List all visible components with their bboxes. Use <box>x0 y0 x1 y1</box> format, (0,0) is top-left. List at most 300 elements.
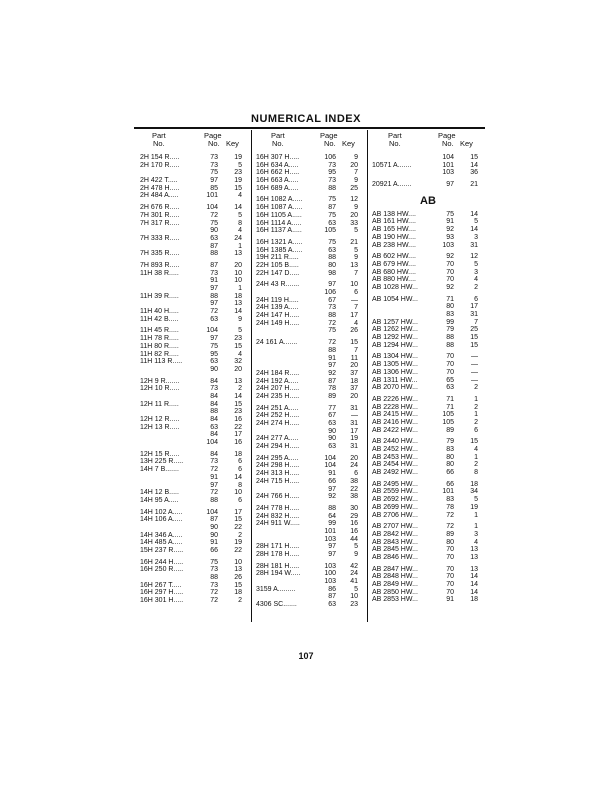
key-cell: 2 <box>474 418 478 426</box>
key-cell: 19 <box>234 154 242 161</box>
key-cell: 13 <box>234 300 242 308</box>
index-entry <box>256 247 364 255</box>
page-number-cell: 66 <box>446 480 454 488</box>
part-number: 14H 106 A..... <box>140 516 183 524</box>
part-number: 24H 251 A..... <box>256 404 299 412</box>
part-number: 24H 274 H..... <box>256 420 300 427</box>
part-number: 24H 766 H..... <box>256 493 300 501</box>
index-entry <box>140 408 248 416</box>
part-number: AB 2070 HW... <box>372 384 418 392</box>
part-number: AB 2848 HW... <box>372 573 418 581</box>
part-number: AB 2559 HW... <box>372 488 418 496</box>
index-entry <box>256 412 364 420</box>
key-cell: 1 <box>238 285 242 292</box>
index-entry <box>256 385 364 393</box>
page-number-cell: 70 <box>446 260 454 268</box>
part-number: AB 2847 HW... <box>372 565 418 573</box>
index-entry <box>372 311 484 319</box>
page-number-cell: 104 <box>324 462 336 470</box>
page-number-cell: 67 <box>328 296 336 304</box>
index-entry <box>372 427 484 435</box>
index-entry <box>140 358 248 366</box>
index-entry <box>140 250 248 258</box>
key-cell: 34 <box>470 488 478 496</box>
page-number-cell: 88 <box>210 292 218 300</box>
key-cell: 17 <box>234 508 242 516</box>
index-entry <box>140 235 248 243</box>
key-cell: 33 <box>350 219 358 227</box>
page-number-cell: 78 <box>328 385 336 393</box>
key-cell: 3 <box>474 268 478 276</box>
part-number: 16H 244 H..... <box>140 558 184 566</box>
page-number-cell: 71 <box>446 403 454 411</box>
page-number-cell: 103 <box>442 169 454 177</box>
page-number-cell: 92 <box>446 253 454 261</box>
key-cell: 2 <box>474 403 478 411</box>
index-entry <box>256 320 364 328</box>
part-number: 16H 1105 A..... <box>256 211 302 219</box>
part-number: 7H 335 R..... <box>140 250 180 258</box>
index-entry <box>372 384 484 392</box>
index-entry <box>372 566 484 574</box>
page-number-cell: 72 <box>446 523 454 531</box>
index-entry <box>140 547 248 555</box>
index-entry <box>372 334 484 342</box>
page-number-cell: 70 <box>446 573 454 581</box>
part-number: 24H 139 A..... <box>256 304 299 312</box>
page-number-cell: 63 <box>328 219 336 227</box>
header-part: Part <box>271 131 285 140</box>
key-cell: 4 <box>474 538 478 546</box>
key-cell: 31 <box>470 241 478 249</box>
key-cell: 38 <box>350 477 358 485</box>
key-cell: 5 <box>354 227 358 235</box>
part-number: AB 1294 HW... <box>372 341 418 349</box>
part-number: 16H 1321 A..... <box>256 238 303 246</box>
index-entry <box>256 270 364 278</box>
part-number: AB 2226 HW... <box>372 395 418 403</box>
page-number-cell: 70 <box>446 581 454 588</box>
page-number-cell: 106 <box>324 154 336 161</box>
page-number-cell: 97 <box>328 551 336 558</box>
part-number: 24H 313 H..... <box>256 470 300 478</box>
index-entry <box>256 289 364 297</box>
index-entry <box>372 284 484 292</box>
part-number: 14H 346 A..... <box>140 531 183 539</box>
key-cell: 22 <box>350 485 358 493</box>
index-entry <box>140 458 248 466</box>
key-cell: 10 <box>350 281 358 289</box>
part-number: 28H 181 H..... <box>256 562 300 570</box>
index-entry <box>372 181 484 189</box>
index-entry <box>372 419 484 427</box>
key-cell: 9 <box>354 254 358 262</box>
part-number: AB 1292 HW... <box>372 334 418 342</box>
index-entry <box>140 327 248 335</box>
key-cell: 10 <box>350 593 358 601</box>
part-number: 16H 301 H..... <box>140 597 184 605</box>
page-number-cell: 90 <box>328 435 336 443</box>
index-entry <box>372 276 484 284</box>
key-cell: 13 <box>234 377 242 385</box>
part-number: 15H 237 R..... <box>140 547 184 554</box>
page-number-cell: 66 <box>210 547 218 554</box>
key-cell: — <box>471 368 478 376</box>
index-entry <box>372 154 484 162</box>
page-number-cell: 73 <box>328 177 336 185</box>
page-number-cell: 75 <box>328 211 336 219</box>
page-number-cell: 63 <box>328 246 336 254</box>
part-number: 12H 15 R..... <box>140 450 180 458</box>
page-number-cell: 83 <box>446 446 454 453</box>
page-number-cell: 88 <box>446 341 454 349</box>
part-number: 7H 333 R..... <box>140 234 180 242</box>
page-number-cell: 72 <box>210 489 218 497</box>
index-entry <box>140 489 248 497</box>
page-number-cell: 72 <box>210 308 218 316</box>
key-cell: 9 <box>354 204 358 212</box>
index-entry <box>140 559 248 567</box>
page-number-cell: 88 <box>328 184 336 192</box>
page-number-cell: 91 <box>328 470 336 478</box>
page-number-cell: 87 <box>210 242 218 250</box>
page-number-cell: 70 <box>446 268 454 276</box>
key-cell: — <box>471 376 478 384</box>
page-number-cell: 87 <box>210 516 218 524</box>
page-number-cell: 104 <box>442 154 454 161</box>
index-entry <box>372 596 484 604</box>
page-number-cell: 83 <box>446 311 454 318</box>
key-cell: 6 <box>474 295 478 303</box>
part-number: 11H 80 R..... <box>140 342 179 350</box>
key-cell: 14 <box>470 588 478 596</box>
page-number-cell: 65 <box>446 376 454 384</box>
key-cell: 15 <box>350 339 358 347</box>
part-number: 14H 12 B..... <box>140 489 179 497</box>
key-cell: 15 <box>234 581 242 589</box>
key-cell: 6 <box>238 458 242 466</box>
key-cell: 20 <box>350 161 358 169</box>
index-entry <box>256 455 364 463</box>
key-cell: 31 <box>470 311 478 318</box>
page-number-cell: 105 <box>442 411 454 419</box>
index-entry <box>256 177 364 185</box>
index-entry <box>256 528 364 536</box>
key-cell: 5 <box>238 327 242 335</box>
index-entry <box>256 239 364 247</box>
page-number-cell: 73 <box>328 161 336 169</box>
page-number-cell: 75 <box>210 219 218 227</box>
key-cell: 14 <box>234 392 242 400</box>
page-number-cell: 75 <box>328 238 336 246</box>
part-number: 24H 184 R..... <box>256 369 300 377</box>
page-number-cell: 72 <box>210 211 218 219</box>
page-number-cell: 104 <box>206 204 218 212</box>
part-number: 2H 422 T..... <box>140 177 178 185</box>
page-number-cell: 75 <box>210 558 218 566</box>
index-entry <box>140 597 248 605</box>
key-cell: 9 <box>354 177 358 185</box>
key-cell: 5 <box>474 496 478 504</box>
column-divider <box>367 130 368 622</box>
key-cell: 13 <box>470 546 478 554</box>
index-entry <box>372 554 484 562</box>
part-number: 16H 297 H..... <box>140 589 184 597</box>
page-number-cell: 97 <box>328 281 336 289</box>
index-entry <box>140 574 248 582</box>
part-number: 2H 676 R..... <box>140 204 180 212</box>
key-cell: 7 <box>354 304 358 312</box>
index-entry <box>140 335 248 343</box>
key-cell: 18 <box>470 596 478 604</box>
part-number: 12H 10 R..... <box>140 385 180 393</box>
page-number-cell: 88 <box>328 504 336 512</box>
part-number: AB 680 HW.... <box>372 268 416 276</box>
part-number: 24H 149 H..... <box>256 319 300 327</box>
index-entry <box>140 285 248 293</box>
part-number: 24H 147 H..... <box>256 312 300 320</box>
part-number: 20921 A....... <box>372 181 412 189</box>
page-number-cell: 84 <box>210 416 218 423</box>
page-number-cell: 89 <box>446 530 454 538</box>
page-number-cell: 95 <box>328 169 336 177</box>
page-number-cell: 84 <box>210 431 218 439</box>
page-number-cell: 80 <box>446 538 454 546</box>
page-number-cell: 72 <box>210 466 218 474</box>
key-cell: 14 <box>470 581 478 588</box>
page-number-cell: 70 <box>446 368 454 376</box>
part-number: 3159 A......... <box>256 585 296 593</box>
key-cell: — <box>351 296 358 304</box>
header-no: No. <box>272 139 284 148</box>
index-entry <box>256 486 364 494</box>
part-number: AB 2850 HW... <box>372 588 418 596</box>
index-entry <box>140 509 248 517</box>
page-number-cell: 91 <box>446 596 454 604</box>
header-page: Page <box>320 131 338 140</box>
part-number: 16H 1385 A..... <box>256 246 303 254</box>
key-cell: 14 <box>234 308 242 316</box>
key-cell: 2 <box>238 531 242 539</box>
index-entry <box>256 162 364 170</box>
key-cell: 2 <box>474 461 478 469</box>
index-entry <box>140 169 248 177</box>
key-cell: 16 <box>234 416 242 423</box>
page-number-cell: 72 <box>328 339 336 347</box>
index-entry <box>256 520 364 528</box>
index-entry <box>372 454 484 462</box>
index-entry <box>256 462 364 470</box>
index-entry <box>372 589 484 597</box>
part-number: AB 602 HW.... <box>372 253 416 261</box>
index-entry <box>372 261 484 269</box>
part-number: AB 2440 HW... <box>372 438 418 446</box>
key-cell: 13 <box>350 261 358 269</box>
part-number: 16H 1082 A..... <box>256 196 303 204</box>
index-entry <box>140 532 248 540</box>
page-number-cell: 75 <box>446 210 454 218</box>
index-entry <box>140 177 248 185</box>
page-number-cell: 75 <box>210 169 218 177</box>
key-cell: 21 <box>350 238 358 246</box>
part-number: 11H 39 R..... <box>140 292 179 300</box>
page-number-cell: 103 <box>324 578 336 586</box>
page-number-cell: 88 <box>328 254 336 262</box>
part-number: 24H 298 H..... <box>256 462 300 470</box>
page-number-cell: 70 <box>446 546 454 554</box>
index-entry <box>140 220 248 228</box>
part-number: AB 2415 HW... <box>372 411 418 419</box>
index-entry <box>140 393 248 401</box>
index-entry <box>140 524 248 532</box>
page-number-cell: 101 <box>442 161 454 169</box>
index-entry <box>140 539 248 547</box>
index-entry <box>140 516 248 524</box>
page-number-cell: 67 <box>328 412 336 420</box>
index-entry <box>372 303 484 311</box>
part-number: 11H 42 B..... <box>140 315 179 323</box>
part-number: 24H 778 H..... <box>256 504 300 512</box>
key-cell: 6 <box>354 470 358 478</box>
index-entry <box>372 162 484 170</box>
part-number: AB 880 HW.... <box>372 276 416 284</box>
key-cell: 7 <box>354 169 358 177</box>
page-number-cell: 63 <box>210 315 218 323</box>
part-number: AB 165 HW.... <box>372 226 416 234</box>
page-number-cell: 70 <box>446 276 454 284</box>
index-entry <box>256 304 364 312</box>
part-number: 16H 307 H..... <box>256 154 300 161</box>
part-number: 12H 11 R..... <box>140 400 179 408</box>
index-entry <box>140 308 248 316</box>
page-number-cell: 97 <box>210 285 218 292</box>
key-cell: 23 <box>234 335 242 343</box>
key-cell: 23 <box>350 601 358 609</box>
index-column-2 <box>256 132 364 622</box>
page-number-cell: 63 <box>446 384 454 392</box>
index-entry <box>256 262 364 270</box>
part-number: AB 1028 HW... <box>372 283 418 291</box>
page-number-cell: 97 <box>210 177 218 185</box>
page-number-cell: 63 <box>210 423 218 431</box>
index-entry <box>372 539 484 547</box>
page-number-cell: 84 <box>210 392 218 400</box>
key-cell: — <box>471 353 478 361</box>
part-number: 24H 192 A..... <box>256 377 299 385</box>
index-entry <box>256 570 364 578</box>
page-number-cell: 90 <box>328 427 336 435</box>
part-number: 11H 45 R..... <box>140 327 179 335</box>
key-cell: 11 <box>350 354 358 362</box>
part-number: 16H 267 T..... <box>140 581 182 589</box>
key-cell: 36 <box>470 169 478 177</box>
index-entry <box>372 353 484 361</box>
part-number: 24H 119 H..... <box>256 296 299 304</box>
index-entry <box>140 582 248 590</box>
part-number: 28H 178 H..... <box>256 551 300 558</box>
part-number: 11H 78 R..... <box>140 335 179 343</box>
key-cell: 5 <box>354 246 358 254</box>
index-entry <box>256 204 364 212</box>
page-number-cell: 92 <box>446 226 454 234</box>
key-cell: 16 <box>350 520 358 528</box>
key-cell: 22 <box>234 423 242 431</box>
index-entry <box>372 169 484 177</box>
key-cell: 14 <box>470 161 478 169</box>
index-entry <box>372 242 484 250</box>
index-entry <box>372 404 484 412</box>
page-number-cell: 75 <box>328 196 336 204</box>
index-entry <box>372 469 484 477</box>
index-entry <box>256 563 364 571</box>
page-number-cell: 103 <box>324 535 336 543</box>
page-number-cell: 90 <box>210 227 218 235</box>
column-divider <box>251 130 252 622</box>
index-entry <box>140 185 248 193</box>
index-entry <box>140 401 248 409</box>
page-number-cell: 100 <box>324 570 336 578</box>
page-number-cell: 73 <box>210 566 218 574</box>
page-number-cell: 103 <box>442 241 454 249</box>
page-number-cell: 91 <box>210 277 218 285</box>
part-number: AB 679 HW.... <box>372 260 416 268</box>
header-key: Key <box>460 139 473 148</box>
part-number: AB 1262 HW... <box>372 326 418 334</box>
key-cell: 1 <box>474 453 478 461</box>
page-number-cell: 85 <box>210 184 218 192</box>
key-cell: 9 <box>354 551 358 558</box>
page-number-cell: 87 <box>328 593 336 601</box>
part-number: 24H 277 A..... <box>256 435 299 443</box>
key-cell: 24 <box>350 570 358 578</box>
header-page: Page <box>204 131 222 140</box>
page-number-cell: 99 <box>446 318 454 326</box>
key-cell: 5 <box>238 161 242 169</box>
key-cell: 5 <box>474 260 478 268</box>
index-entry <box>256 393 364 401</box>
page-number-cell: 91 <box>328 354 336 362</box>
key-cell: 6 <box>238 496 242 504</box>
key-cell: 31 <box>350 420 358 427</box>
key-cell: 7 <box>354 346 358 354</box>
index-entry <box>140 378 248 386</box>
key-cell: 5 <box>474 218 478 226</box>
key-cell: 26 <box>350 327 358 335</box>
key-cell: — <box>351 412 358 420</box>
page-number-cell: 63 <box>210 358 218 366</box>
part-number: 24 161 A....... <box>256 339 298 347</box>
key-cell: 24 <box>234 234 242 242</box>
part-number: AB 238 HW.... <box>372 241 416 249</box>
part-number: AB 2495 HW... <box>372 480 418 488</box>
key-cell: 6 <box>238 466 242 474</box>
page-number-cell: 63 <box>328 601 336 609</box>
key-cell: 19 <box>234 177 242 185</box>
index-entry <box>372 234 484 242</box>
page-number-cell: 101 <box>206 192 218 200</box>
index-entry <box>372 446 484 454</box>
key-cell: 3 <box>474 233 478 241</box>
index-entry <box>140 154 248 162</box>
index-entry <box>372 296 484 304</box>
page-number-cell: 86 <box>328 585 336 593</box>
page-number-cell: 91 <box>210 539 218 547</box>
key-cell: 15 <box>470 341 478 349</box>
key-cell: 16 <box>234 439 242 447</box>
index-column-1 <box>140 132 248 622</box>
index-entry <box>140 316 248 324</box>
part-number: AB 2846 HW... <box>372 553 418 561</box>
